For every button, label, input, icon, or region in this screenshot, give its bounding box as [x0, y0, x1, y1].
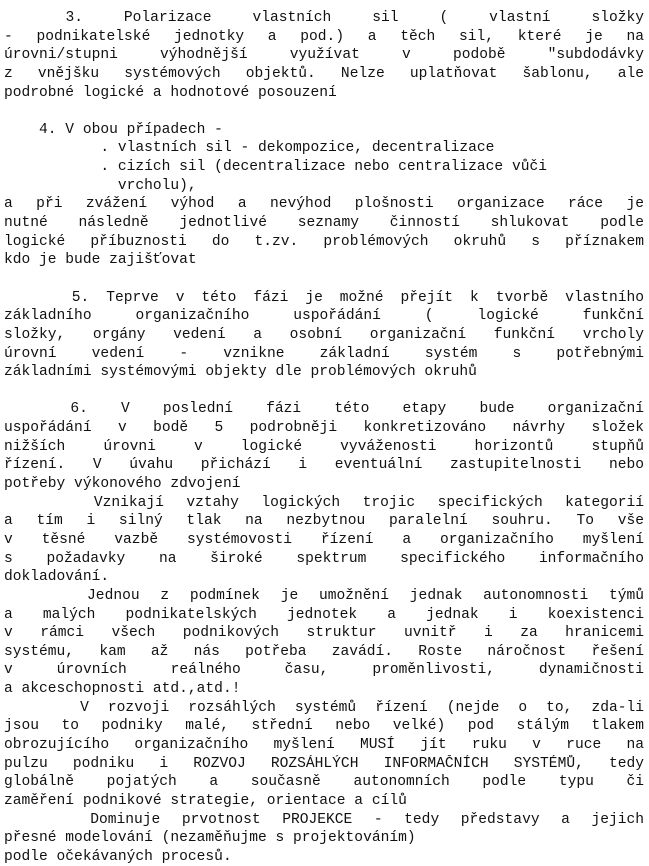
text-line: Jednou z podmínek je umožnění jednak autonomnosti týmů: [4, 587, 644, 604]
text-line: v rámci všech podnikových struktur uvnitř i za hranicemi: [4, 625, 644, 642]
text-line: dokladování.: [4, 569, 110, 586]
text-line: v úrovních reálného času, proměnlivosti, dynamičnosti: [4, 662, 644, 679]
text-line: a malých podnikatelských jednotek a jednak i koexistenci: [4, 606, 644, 623]
section-s6: [4, 400, 644, 866]
text-line: v těsné vazbě systémovosti řízení a organizačního myšlení: [4, 531, 644, 548]
paragraph-gap: [4, 102, 644, 121]
text-line: zaměření podnikové strategie, orientace a cílů: [4, 792, 407, 809]
document-page: [4, 9, 644, 866]
text-line: logické příbuznosti do t.zv. problémových okruhů s příznakem: [4, 233, 644, 250]
section-s4: [4, 121, 644, 270]
text-line: podrobné logické a hodnotové posouzení: [4, 84, 337, 101]
text-line: globálně pojatých a současně autonomních podle typu či: [4, 774, 644, 791]
text-line: přesné modelování (nezaměňujme s projektováním): [4, 830, 416, 847]
text-line: z vnějšku systémových objektů. Nelze uplatňovat šablonu, ale: [4, 65, 644, 82]
text-line: kdo je bude zajišťovat: [4, 252, 197, 269]
text-line: základního organizačního uspořádání ( logické funkční: [4, 308, 644, 325]
text-line: 6. V poslední fázi této etapy bude organizační: [4, 401, 644, 418]
text-line: . cizích sil (decentralizace nebo centralizace vůči: [4, 159, 547, 176]
text-line: 4. V obou případech -: [4, 121, 223, 138]
text-line: - podnikatelské jednotky a pod.) a těch sil, které je na: [4, 28, 644, 45]
text-line: . vlastních sil - dekompozice, decentralizace: [4, 140, 495, 157]
text-line: 3. Polarizace vlastních sil ( vlastní složky: [4, 10, 644, 26]
document-body: [4, 9, 644, 866]
text-line: obrozujícího organizačního myšlení MUSÍ jít ruku v ruce na: [4, 736, 644, 753]
text-line: uspořádání v bodě 5 podrobněji konkretizováno návrhy složek: [4, 420, 644, 437]
text-line: s požadavky na široké spektrum specifického informačního: [4, 550, 644, 567]
text-line: 5. Teprve v této fázi je možné přejít k tvorbě vlastního: [4, 289, 644, 306]
text-line: Vznikají vztahy logických trojic specifických kategorií: [4, 494, 644, 511]
section-s5: [4, 289, 644, 382]
text-line: nižších úrovni v logické vyváženosti horizontů stupňů: [4, 438, 644, 455]
text-line: systému, kam až nás potřeba zavádí. Roste náročnost řešení: [4, 643, 644, 660]
text-line: a při zvážení výhod a nevýhod plošnosti organizace ráce je: [4, 196, 644, 213]
text-line: podle očekávaných procesů.: [4, 848, 232, 865]
text-line: jsou to podniky malé, střední nebo velké) pod stálým tlakem: [4, 718, 644, 735]
text-line: vrcholu),: [4, 177, 197, 194]
text-line: V rozvoji rozsáhlých systémů řízení (nejde o to, zda-li: [4, 699, 644, 716]
paragraph-gap: [4, 270, 644, 289]
text-line: a akceschopnosti atd.,atd.!: [4, 681, 241, 698]
text-line: složky, orgány vedení a osobní organizační funkční vrcholy: [4, 326, 644, 343]
text-line: úrovni/stupni výhodnější využívat v podobě "subdodávky: [4, 47, 644, 64]
text-line: základními systémovými objekty dle problémových okruhů: [4, 364, 477, 381]
text-line: úrovní vedení - vznikne základní systém s potřebnými: [4, 345, 644, 362]
section-s3: [4, 9, 644, 102]
text-line: pulzu podniku i ROZVOJ ROZSÁHLÝCH INFORMAČNÍCH SYSTÉMŮ, tedy: [4, 755, 644, 772]
paragraph-gap: [4, 382, 644, 401]
text-line: potřeby výkonového zdvojení: [4, 476, 241, 493]
text-line: řízení. V úvahu přichází i eventuální zastupitelnosti nebo: [4, 457, 644, 474]
text-line: a tím i silný tlak na nezbytnou paralelní souhru. To vše: [4, 513, 644, 530]
text-line: nutné následně jednotlivé seznamy činností shlukovat podle: [4, 215, 644, 232]
text-line: Dominuje prvotnost PROJEKCE - tedy představy a jejich: [4, 811, 644, 828]
